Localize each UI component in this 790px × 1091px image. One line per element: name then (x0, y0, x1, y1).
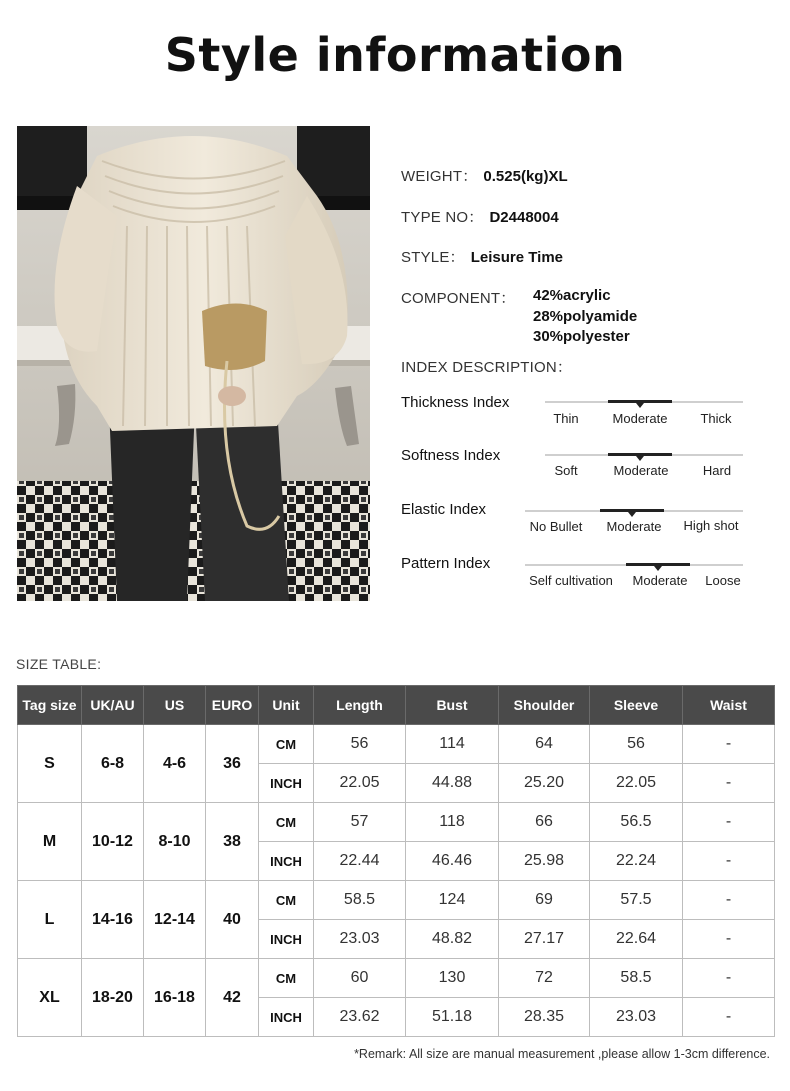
sleeve-cell: 56.5 (590, 803, 683, 842)
bust-cell: 118 (406, 803, 499, 842)
shoulder-cell: 25.98 (499, 842, 590, 881)
column-header: Tag size (18, 686, 82, 725)
shoulder-cell: 28.35 (499, 998, 590, 1037)
us-cell: 16-18 (144, 959, 206, 1037)
us-cell: 8-10 (144, 803, 206, 881)
table-row (18, 881, 775, 920)
tag-size-cell: S (18, 725, 82, 803)
uk-au-cell: 10-12 (82, 803, 144, 881)
bust-cell: 130 (406, 959, 499, 998)
length-cell: 23.62 (314, 998, 406, 1037)
euro-cell: 36 (206, 725, 259, 803)
bust-cell: 114 (406, 725, 499, 764)
component-value: 28%polyamide (533, 308, 638, 325)
type-no-value: D2448004 (489, 209, 559, 226)
index-name: Elastic Index (401, 501, 487, 518)
style-label: STYLE： (401, 249, 465, 266)
unit-cell: CM (259, 881, 314, 920)
scale-pointer-icon (654, 566, 662, 571)
length-cell: 56 (314, 725, 406, 764)
weight-label: WEIGHT： (401, 168, 478, 185)
scale-label: Moderate (612, 411, 668, 426)
scale-pointer-icon (636, 403, 644, 408)
sleeve-cell: 58.5 (590, 959, 683, 998)
length-cell: 22.44 (314, 842, 406, 881)
length-cell: 57 (314, 803, 406, 842)
length-cell: 58.5 (314, 881, 406, 920)
component-label: COMPONENT： (401, 290, 516, 307)
euro-cell: 42 (206, 959, 259, 1037)
unit-cell: CM (259, 725, 314, 764)
index-name: Thickness Index (401, 394, 510, 411)
sleeve-cell: 57.5 (590, 881, 683, 920)
waist-cell: - (683, 842, 775, 881)
waist-cell: - (683, 725, 775, 764)
table-row (18, 725, 775, 764)
scale-label: Loose (705, 573, 741, 588)
scale-label: High shot (683, 518, 739, 533)
length-cell: 22.05 (314, 764, 406, 803)
type-no-label: TYPE NO： (401, 209, 484, 226)
model-wearing-sweater-image (17, 126, 370, 601)
size-table-title: SIZE TABLE: (16, 656, 102, 672)
unit-cell: INCH (259, 842, 314, 881)
product-photo (17, 126, 370, 601)
column-header: Sleeve (590, 686, 683, 725)
sleeve-cell: 22.24 (590, 842, 683, 881)
component-line (401, 287, 516, 308)
column-header: Waist (683, 686, 775, 725)
waist-cell: - (683, 803, 775, 842)
type-no-line (401, 206, 559, 227)
scale-pointer-icon (636, 456, 644, 461)
waist-cell: - (683, 881, 775, 920)
waist-cell: - (683, 920, 775, 959)
size-table (17, 685, 775, 1037)
style-line (401, 246, 563, 267)
tag-size-cell: M (18, 803, 82, 881)
unit-cell: CM (259, 959, 314, 998)
shoulder-cell: 66 (499, 803, 590, 842)
length-cell: 60 (314, 959, 406, 998)
page-title: Style information (164, 28, 626, 82)
waist-cell: - (683, 959, 775, 998)
uk-au-cell: 6-8 (82, 725, 144, 803)
unit-cell: INCH (259, 998, 314, 1037)
shoulder-cell: 64 (499, 725, 590, 764)
us-cell: 12-14 (144, 881, 206, 959)
bust-cell: 48.82 (406, 920, 499, 959)
weight-line (401, 165, 568, 186)
index-description-label: INDEX DESCRIPTION： (401, 359, 573, 376)
sleeve-cell: 56 (590, 725, 683, 764)
component-value: 30%polyester (533, 328, 630, 345)
tag-size-cell: L (18, 881, 82, 959)
unit-cell: INCH (259, 920, 314, 959)
euro-cell: 40 (206, 881, 259, 959)
euro-cell: 38 (206, 803, 259, 881)
table-row (18, 959, 775, 998)
component-value: 42%acrylic (533, 287, 611, 304)
index-name: Pattern Index (401, 555, 491, 572)
tag-size-cell: XL (18, 959, 82, 1037)
shoulder-cell: 25.20 (499, 764, 590, 803)
shoulder-cell: 27.17 (499, 920, 590, 959)
bust-cell: 46.46 (406, 842, 499, 881)
sleeve-cell: 22.64 (590, 920, 683, 959)
shoulder-cell: 69 (499, 881, 590, 920)
bust-cell: 51.18 (406, 998, 499, 1037)
us-cell: 4-6 (144, 725, 206, 803)
column-header: Unit (259, 686, 314, 725)
scale-label: Moderate (613, 463, 669, 478)
unit-cell: INCH (259, 764, 314, 803)
scale-label: Thin (553, 411, 579, 426)
uk-au-cell: 18-20 (82, 959, 144, 1037)
scale-label: Soft (554, 463, 578, 478)
column-header: UK/AU (82, 686, 144, 725)
scale-label: Hard (702, 463, 732, 478)
column-header: EURO (206, 686, 259, 725)
scale-label: Self cultivation (529, 573, 613, 588)
unit-cell: CM (259, 803, 314, 842)
size-table-header-row (18, 686, 775, 725)
shoulder-cell: 72 (499, 959, 590, 998)
uk-au-cell: 14-16 (82, 881, 144, 959)
scale-label: No Bullet (529, 519, 583, 534)
waist-cell: - (683, 764, 775, 803)
column-header: Length (314, 686, 406, 725)
bust-cell: 124 (406, 881, 499, 920)
scale-label: Moderate (606, 519, 662, 534)
scale-pointer-icon (628, 512, 636, 517)
remark-note: *Remark: All size are manual measurement ,please allow 1-3cm difference. (354, 1047, 770, 1061)
style-value: Leisure Time (470, 249, 563, 266)
table-row (18, 803, 775, 842)
column-header: Shoulder (499, 686, 590, 725)
index-name: Softness Index (401, 447, 501, 464)
column-header: US (144, 686, 206, 725)
waist-cell: - (683, 998, 775, 1037)
sleeve-cell: 22.05 (590, 764, 683, 803)
column-header: Bust (406, 686, 499, 725)
weight-value: 0.525(kg)XL (483, 168, 568, 185)
bust-cell: 44.88 (406, 764, 499, 803)
scale-label: Moderate (632, 573, 688, 588)
scale-label: Thick (700, 411, 732, 426)
index-description-line (401, 356, 572, 377)
sleeve-cell: 23.03 (590, 998, 683, 1037)
length-cell: 23.03 (314, 920, 406, 959)
